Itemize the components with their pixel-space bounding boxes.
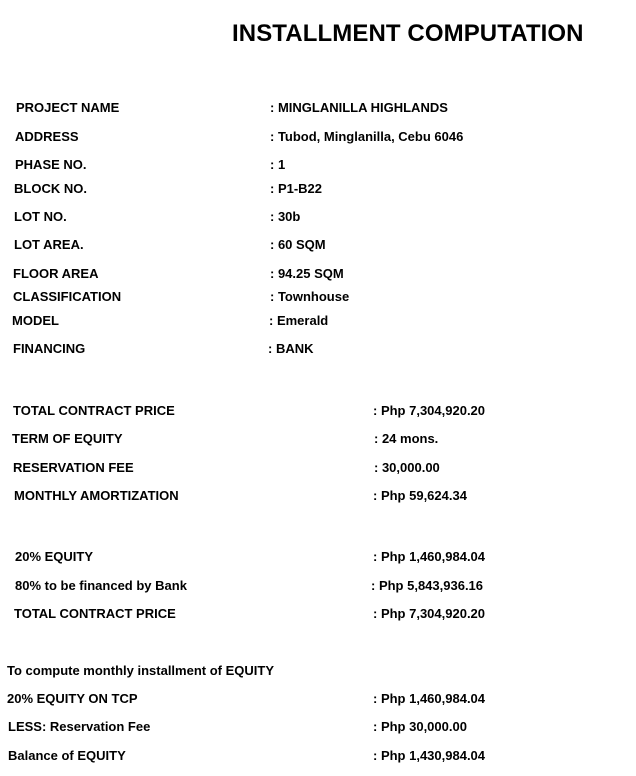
project-name-label: PROJECT NAME: [16, 100, 120, 115]
block-label: BLOCK NO.: [14, 181, 87, 196]
block-value: : P1-B22: [270, 181, 323, 196]
page-title: INSTALLMENT COMPUTATION: [232, 20, 584, 47]
less-reservation-fee-value: : Php 30,000.00: [373, 719, 467, 734]
total-contract-price-label: TOTAL CONTRACT PRICE: [13, 403, 175, 418]
phase-label: PHASE NO.: [15, 157, 87, 172]
lot-number-label: LOT NO.: [14, 209, 67, 224]
balance-of-equity-value: : Php 1,430,984.04: [373, 748, 486, 763]
balance-of-equity-label: Balance of EQUITY: [8, 748, 126, 763]
equity-computation-heading: To compute monthly installment of EQUITY: [7, 663, 274, 678]
reservation-fee-value: : 30,000.00: [374, 460, 440, 475]
total-contract-price-value-2: : Php 7,304,920.20: [373, 606, 486, 621]
equity-20-value: : Php 1,460,984.04: [373, 549, 486, 564]
equity-on-tcp-value: : Php 1,460,984.04: [373, 691, 486, 706]
address-value: : Tubod, Minglanilla, Cebu 6046: [270, 129, 464, 144]
classification-label: CLASSIFICATION: [13, 289, 122, 304]
lot-area-label: LOT AREA.: [14, 237, 84, 252]
term-of-equity-label: TERM OF EQUITY: [12, 431, 123, 446]
reservation-fee-label: RESERVATION FEE: [13, 460, 134, 475]
address-label: ADDRESS: [15, 129, 79, 144]
floor-area-label: FLOOR AREA: [13, 266, 99, 281]
equity-on-tcp-label: 20% EQUITY ON TCP: [7, 691, 138, 706]
bank-financed-value: : Php 5,843,936.16: [371, 578, 484, 593]
monthly-amortization-value: : Php 59,624.34: [373, 488, 467, 503]
phase-value: : 1: [270, 157, 286, 172]
model-value: : Emerald: [269, 313, 329, 328]
financing-label: FINANCING: [13, 341, 86, 356]
lot-number-value: : 30b: [270, 209, 301, 224]
monthly-amortization-label: MONTHLY AMORTIZATION: [14, 488, 179, 503]
floor-area-value: : 94.25 SQM: [270, 266, 344, 281]
equity-20-label: 20% EQUITY: [15, 549, 94, 564]
bank-financed-label: 80% to be financed by Bank: [15, 578, 187, 593]
classification-value: : Townhouse: [270, 289, 350, 304]
term-of-equity-value: : 24 mons.: [374, 431, 439, 446]
project-name-value: : MINGLANILLA HIGHLANDS: [270, 100, 448, 115]
model-label: MODEL: [12, 313, 59, 328]
total-contract-price-value: : Php 7,304,920.20: [373, 403, 486, 418]
total-contract-price-label-2: TOTAL CONTRACT PRICE: [14, 606, 176, 621]
lot-area-value: : 60 SQM: [270, 237, 326, 252]
financing-value: : BANK: [268, 341, 314, 356]
less-reservation-fee-label: LESS: Reservation Fee: [8, 719, 151, 734]
